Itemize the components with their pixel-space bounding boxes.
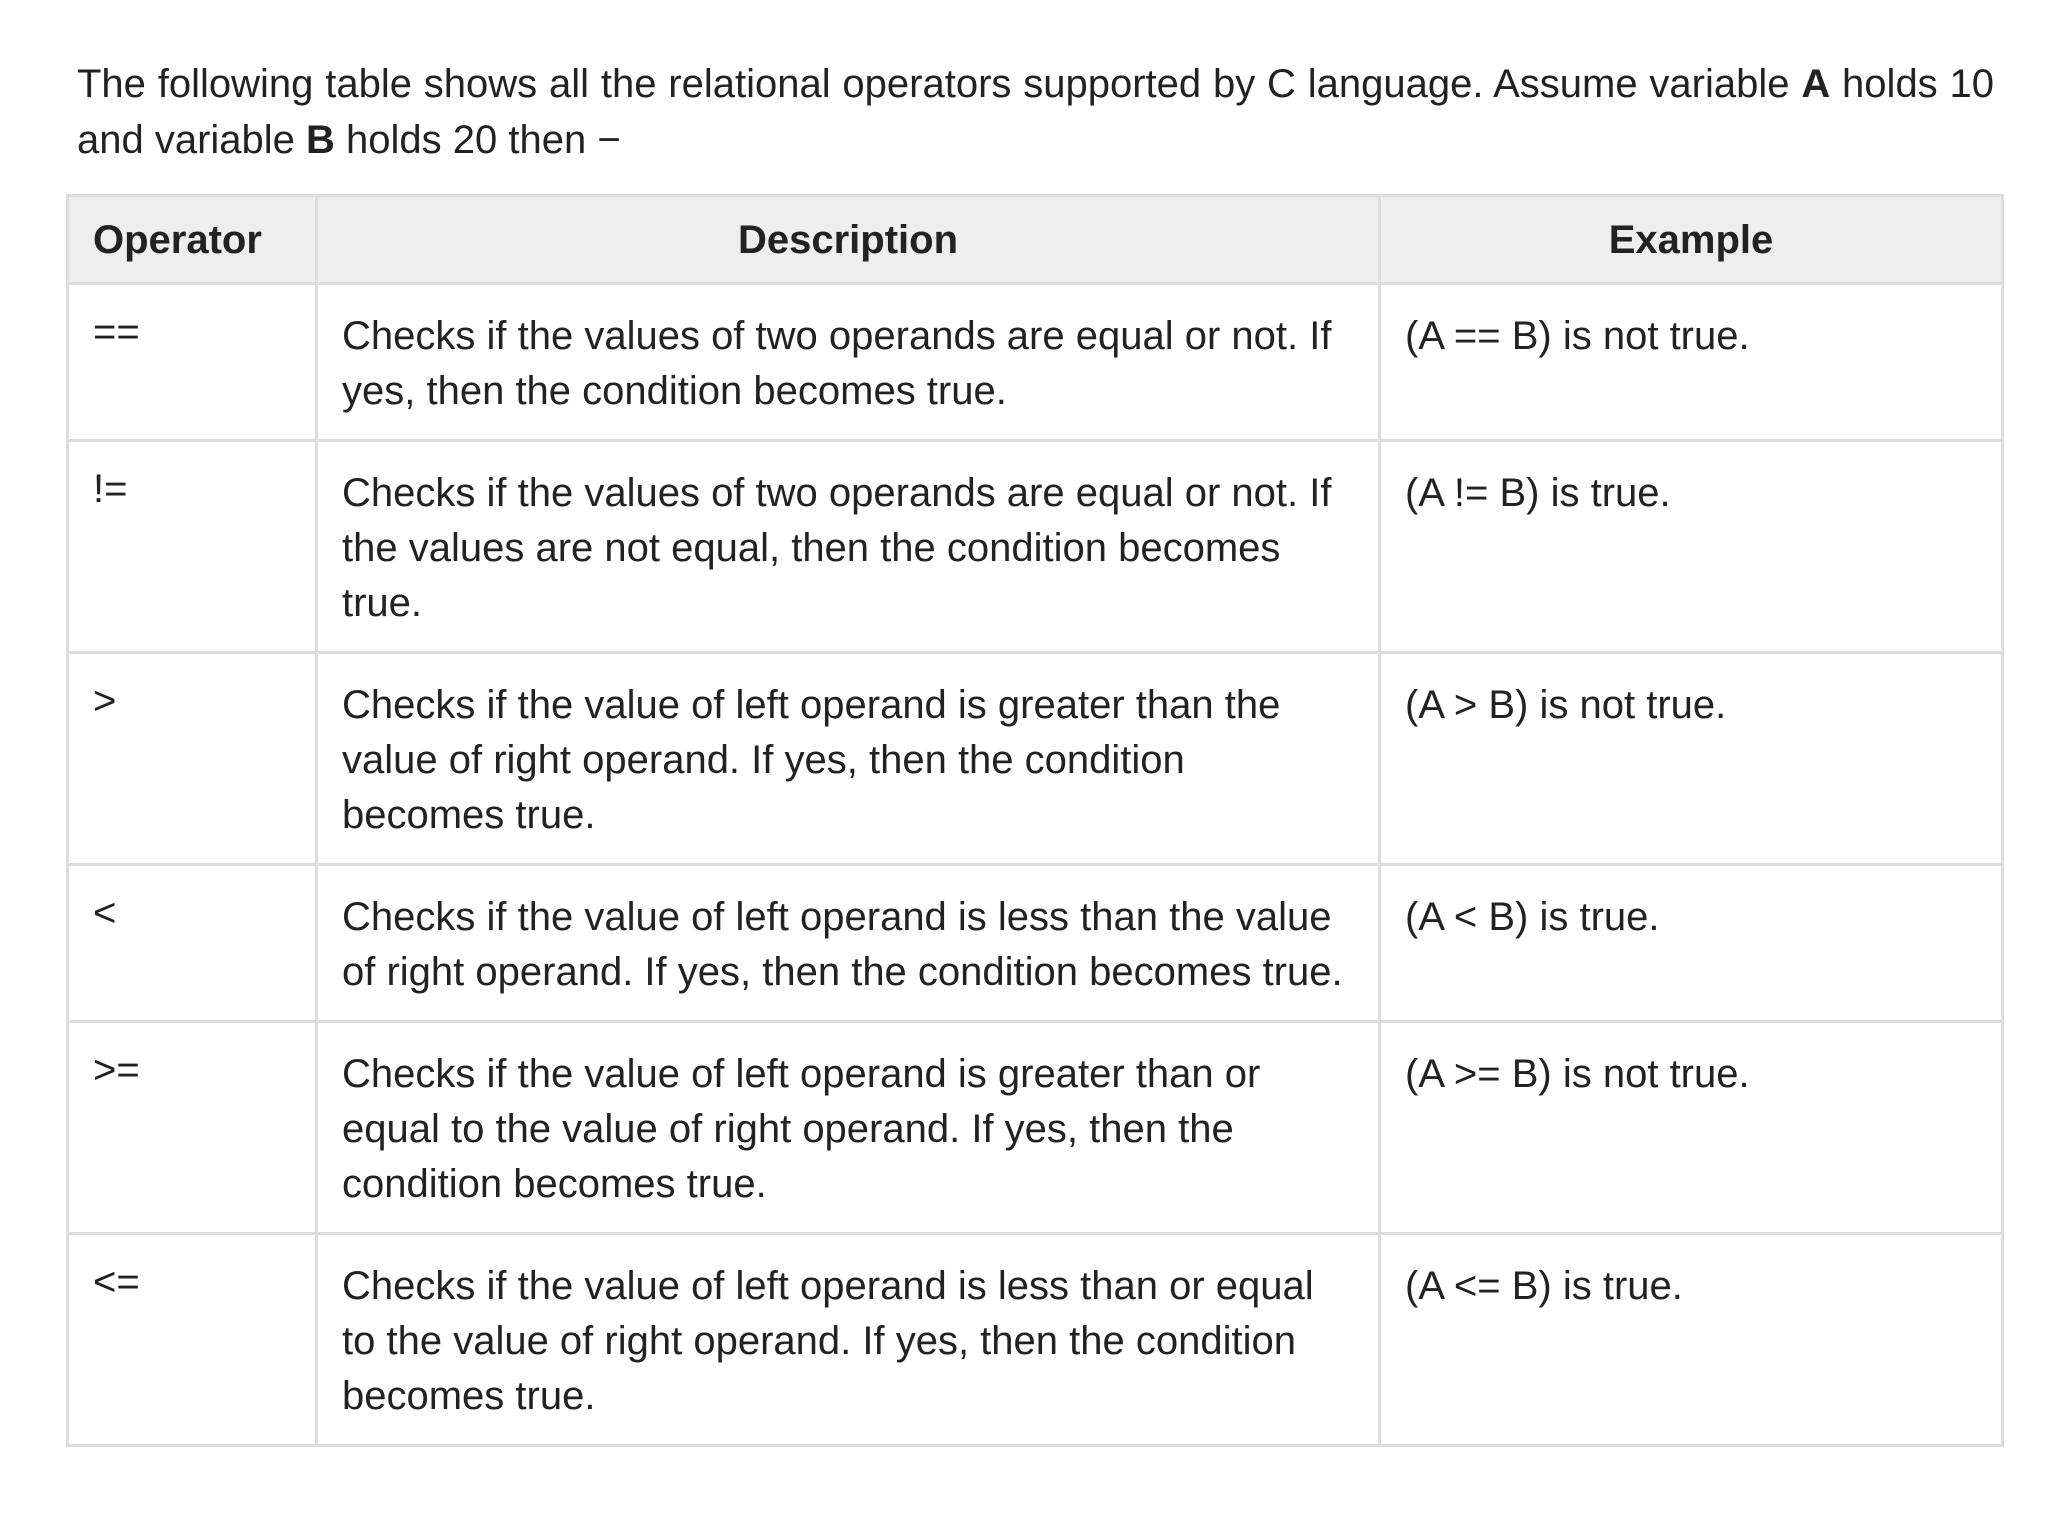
- variable-b: B: [306, 118, 335, 162]
- description-cell: Checks if the value of left operand is less than or equal to the value of right operand. If yes, then the condition becomes true.: [317, 1234, 1380, 1446]
- header-operator: Operator: [68, 196, 317, 284]
- table-row: [68, 284, 2003, 441]
- description-cell: Checks if the values of two operands are equal or not. If yes, then the condition becomes true.: [317, 284, 1380, 441]
- description-cell: Checks if the value of left operand is greater than or equal to the value of right operand. If yes, then the condition becomes true.: [317, 1022, 1380, 1234]
- table-row: [68, 865, 2003, 1022]
- example-cell: (A > B) is not true.: [1380, 653, 2003, 865]
- table-row: [68, 653, 2003, 865]
- header-description: Description: [317, 196, 1380, 284]
- relational-operators-table: [66, 194, 2004, 1447]
- variable-a: A: [1801, 62, 1831, 106]
- example-cell: (A != B) is true.: [1380, 441, 2003, 653]
- table-row: [68, 1022, 2003, 1234]
- operator-cell: >=: [68, 1022, 317, 1234]
- operator-cell: !=: [68, 441, 317, 653]
- description-cell: Checks if the value of left operand is greater than the value of right operand. If yes, then the condition becomes true.: [317, 653, 1380, 865]
- table-header-row: [68, 196, 2003, 284]
- operator-cell: >: [68, 653, 317, 865]
- intro-text-2: holds 10 and variable: [77, 62, 1995, 162]
- description-cell: Checks if the value of left operand is less than the value of right operand. If yes, then the condition becomes true.: [317, 865, 1380, 1022]
- operator-cell: <: [68, 865, 317, 1022]
- table-row: [68, 441, 2003, 653]
- operator-cell: ==: [68, 284, 317, 441]
- header-example: Example: [1380, 196, 2003, 284]
- example-cell: (A < B) is true.: [1380, 865, 2003, 1022]
- intro-text-3: holds 20 then −: [334, 118, 621, 162]
- example-cell: (A == B) is not true.: [1380, 284, 2003, 441]
- operator-cell: <=: [68, 1234, 317, 1446]
- example-cell: (A <= B) is true.: [1380, 1234, 2003, 1446]
- intro-text-1: The following table shows all the relational operators supported by C language. Assume variable: [77, 62, 1802, 106]
- intro-paragraph: [77, 56, 1994, 168]
- table-row: [68, 1234, 2003, 1446]
- description-cell: Checks if the values of two operands are equal or not. If the values are not equal, then the condition becomes true.: [317, 441, 1380, 653]
- example-cell: (A >= B) is not true.: [1380, 1022, 2003, 1234]
